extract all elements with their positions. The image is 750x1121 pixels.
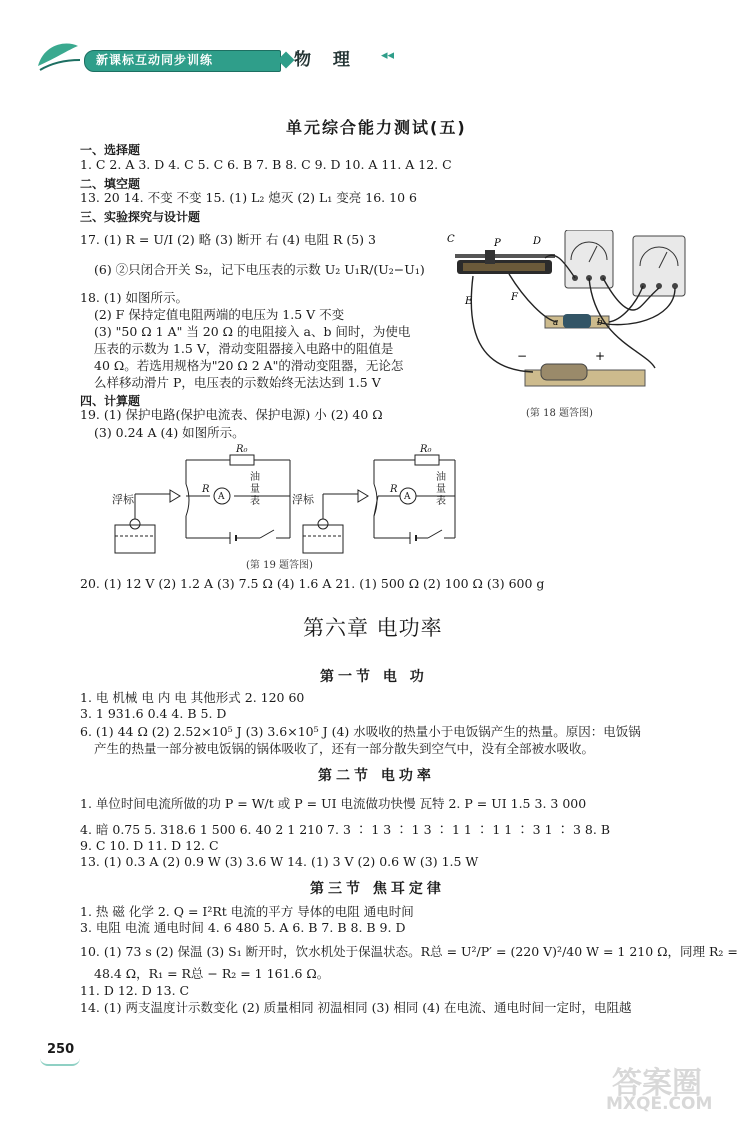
label-b: b bbox=[597, 318, 603, 328]
figure-18-caption: (第 18 题答图) bbox=[526, 408, 593, 419]
figure-19-caption: (第 19 题答图) bbox=[246, 560, 313, 571]
sec3-line1: 1. 热 磁 化学 2. Q = I²Rt 电流的平方 导体的电阻 通电时间 bbox=[80, 904, 414, 919]
label-a: a bbox=[553, 318, 559, 328]
label-plus: + bbox=[595, 349, 606, 363]
watermark-logo: 答案圈 bbox=[612, 1066, 702, 1101]
q17-line1: 17. (1) R = U/I (2) 略 (3) 断开 右 (4) 电阻 R (5) 3 bbox=[80, 232, 376, 247]
fig19-float-left: 浮标 bbox=[112, 493, 134, 506]
fig19-r0-right: R₀ bbox=[420, 444, 432, 455]
fig19-meter-symbol-left: A bbox=[218, 492, 225, 502]
answers-choice: 1. C 2. A 3. D 4. C 5. C 6. B 7. B 8. C 9. D 10. A 11. A 12. C bbox=[80, 157, 452, 172]
label-d: D bbox=[533, 236, 542, 247]
header-logo bbox=[34, 36, 82, 76]
sec2-line2: 4. 暗 0.75 5. 318.6 1 500 6. 40 2 1 210 7. 3 ∶ 1 3 ∶ 1 3 ∶ 1 1 ∶ 1 1 ∶ 3 1 ∶ 3 8. B bbox=[80, 822, 610, 837]
section-choice: 一、选择题 bbox=[80, 143, 141, 157]
sec3-line3: 10. (1) 73 s (2) 保温 (3) S₁ 断开时，饮水机处于保温状态。R总 = U²/P′ = (220 V)²/40 W = 1 210 Ω，同理 R₂ = bbox=[80, 944, 738, 959]
circuit-19-left bbox=[115, 455, 290, 553]
sec3-line5: 11. D 12. D 13. C bbox=[80, 983, 190, 998]
sec3-line6: 14. (1) 两支温度计示数变化 (2) 质量相同 初温相同 (3) 相同 (4) 在电流、通电时间一定时，电阻越 bbox=[80, 1000, 632, 1015]
circuit-18-illustration bbox=[445, 230, 695, 405]
q18-line1: 18. (1) 如图所示。 bbox=[80, 290, 189, 305]
q19-line2: (3) 0.24 A (4) 如图所示。 bbox=[94, 425, 245, 440]
fig19-meter-symbol-right: A bbox=[404, 492, 411, 502]
label-minus: − bbox=[517, 349, 528, 363]
fig19-meter-right: 油量表 bbox=[436, 472, 446, 507]
label-e: E bbox=[465, 296, 473, 307]
header-arrows: ◂◂ bbox=[381, 48, 395, 63]
page-number: 250 bbox=[47, 1042, 75, 1057]
sec1-title: 第一节 电 功 bbox=[320, 669, 428, 685]
figure-19 bbox=[110, 440, 470, 555]
leaf-logo-icon bbox=[34, 36, 82, 76]
q18-line5: 40 Ω。若选用规格为"20 Ω 2 A"的滑动变阻器，无论怎 bbox=[94, 358, 404, 373]
q19-line1: 19. (1) 保护电路(保护电流表、保护电源) 小 (2) 40 Ω bbox=[80, 407, 383, 422]
label-p: P bbox=[494, 238, 501, 249]
circuit-19-diagrams bbox=[110, 440, 470, 555]
sec1-line1: 1. 电 机械 电 内 电 其他形式 2. 120 60 bbox=[80, 690, 305, 705]
sec2-line4: 13. (1) 0.3 A (2) 0.9 W (3) 3.6 W 14. (1) 3 V (2) 0.6 W (3) 1.5 W bbox=[80, 854, 479, 869]
figure-18 bbox=[445, 230, 695, 405]
sec2-line3: 9. C 10. D 11. D 12. C bbox=[80, 838, 219, 853]
fig19-r-left: R bbox=[202, 484, 210, 495]
sec2-title: 第二节 电功率 bbox=[318, 768, 435, 784]
test-title: 单元综合能力测试(五) bbox=[286, 118, 467, 137]
section-fill: 二、填空题 bbox=[80, 177, 141, 191]
sec1-line2: 3. 1 931.6 0.4 4. B 5. D bbox=[80, 706, 227, 721]
section-experiment: 三、实验探究与设计题 bbox=[80, 210, 201, 224]
subject-title: 物 理 bbox=[294, 50, 358, 70]
fig19-float-right: 浮标 bbox=[292, 493, 314, 506]
sec3-line4: 48.4 Ω，R₁ = R总 − R₂ = 1 161.6 Ω。 bbox=[94, 966, 330, 981]
answers-fill: 13. 20 14. 不变 不变 15. (1) L₂ 熄灭 (2) L₁ 变亮 16. 10 6 bbox=[80, 190, 417, 205]
q18-line6: 么样移动滑片 P，电压表的示数始终无法达到 1.5 V bbox=[94, 375, 381, 390]
fig19-r-right: R bbox=[390, 484, 398, 495]
section-calc: 四、计算题 bbox=[80, 394, 141, 408]
q18-line3: (3) "50 Ω 1 A" 当 20 Ω 的电阻接入 a、b 间时，为使电 bbox=[94, 324, 411, 339]
q20-q21: 20. (1) 12 V (2) 1.2 A (3) 7.5 Ω (4) 1.6 A 21. (1) 500 Ω (2) 100 Ω (3) 600 g bbox=[80, 576, 545, 591]
page-number-swoosh bbox=[40, 1058, 80, 1066]
q17-line2: (6) ②只闭合开关 S₂，记下电压表的示数 U₂ U₁R/(U₂−U₁) bbox=[94, 262, 425, 277]
label-c: C bbox=[447, 234, 455, 245]
fig19-meter-left: 油量表 bbox=[250, 472, 260, 507]
sec3-title: 第三节 焦耳定律 bbox=[310, 881, 445, 897]
q18-line4: 压表的示数为 1.5 V，滑动变阻器接入电路中的阻值是 bbox=[94, 341, 394, 356]
voltmeter-icon bbox=[633, 236, 685, 296]
watermark-url: MXQE.COM bbox=[606, 1094, 713, 1114]
sec1-line4: 产生的热量一部分被电饭锅的锅体吸收了，还有一部分散失到空气中，没有全部被水吸收。 bbox=[94, 741, 595, 756]
sec2-line1: 1. 单位时间电流所做的功 P = W/t 或 P = UI 电流做功快慢 瓦特 2. P = UI 1.5 3. 3 000 bbox=[80, 796, 587, 811]
sec1-line3: 6. (1) 44 Ω (2) 2.52×10⁵ J (3) 3.6×10⁵ J (4) 水吸收的热量小于电饭锅产生的热量。原因：电饭锅 bbox=[80, 724, 641, 739]
circuit-19-right bbox=[303, 455, 455, 553]
chapter-title: 第六章 电功率 bbox=[303, 616, 443, 640]
label-f: F bbox=[511, 292, 518, 303]
sec3-line2: 3. 电阻 电流 通电时间 4. 6 480 5. A 6. B 7. B 8. B 9. D bbox=[80, 920, 406, 935]
fig19-r0-left: R₀ bbox=[236, 444, 248, 455]
q18-line2: (2) F 保持定值电阻两端的电压为 1.5 V 不变 bbox=[94, 307, 345, 322]
series-title: 新课标互动同步训练 bbox=[96, 53, 214, 67]
